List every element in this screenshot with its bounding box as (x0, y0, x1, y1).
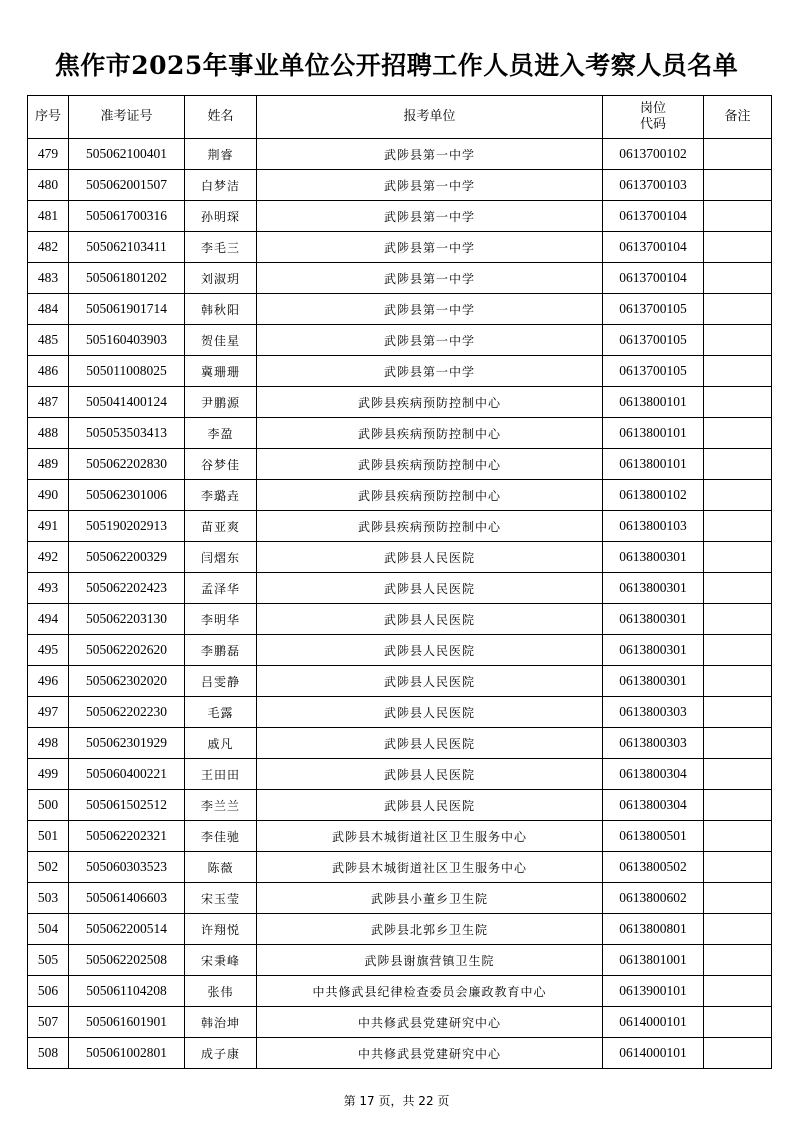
header-post-code-line2: 代码 (639, 117, 666, 132)
cell-post-code: 0613800304 (603, 790, 704, 821)
cell-name: 宋秉峰 (185, 945, 257, 976)
cell-unit: 武陟县小董乡卫生院 (257, 883, 603, 914)
table-row (28, 821, 772, 852)
cell-exam-no: 505062202830 (69, 449, 185, 480)
cell-name: 戚凡 (185, 728, 257, 759)
cell-seq: 492 (28, 542, 69, 573)
cell-remark (704, 697, 772, 728)
cell-post-code: 0613900101 (603, 976, 704, 1007)
cell-exam-no: 505160403903 (69, 325, 185, 356)
cell-name: 冀珊珊 (185, 356, 257, 387)
table-row (28, 666, 772, 697)
cell-remark (704, 790, 772, 821)
cell-name: 孙明琛 (185, 201, 257, 232)
cell-unit: 武陟县人民医院 (257, 790, 603, 821)
cell-post-code: 0613700103 (603, 170, 704, 201)
cell-exam-no: 505061901714 (69, 294, 185, 325)
candidate-table (27, 95, 772, 1069)
cell-post-code: 0613800303 (603, 728, 704, 759)
cell-remark (704, 852, 772, 883)
cell-remark (704, 449, 772, 480)
cell-exam-no: 505062103411 (69, 232, 185, 263)
cell-remark (704, 666, 772, 697)
cell-seq: 483 (28, 263, 69, 294)
cell-name: 闫熠东 (185, 542, 257, 573)
cell-unit: 中共修武县纪律检查委员会廉政教育中心 (257, 976, 603, 1007)
cell-remark (704, 356, 772, 387)
cell-post-code: 0613700102 (603, 139, 704, 170)
cell-unit: 武陟县疾病预防控制中心 (257, 387, 603, 418)
table-row (28, 1038, 772, 1069)
cell-post-code: 0613800101 (603, 449, 704, 480)
cell-unit: 武陟县谢旗营镇卫生院 (257, 945, 603, 976)
table-row (28, 139, 772, 170)
cell-name: 李鹏磊 (185, 635, 257, 666)
cell-seq: 488 (28, 418, 69, 449)
table-row (28, 201, 772, 232)
cell-remark (704, 418, 772, 449)
cell-remark (704, 263, 772, 294)
cell-remark (704, 201, 772, 232)
cell-seq: 482 (28, 232, 69, 263)
cell-post-code: 0613800301 (603, 666, 704, 697)
cell-seq: 503 (28, 883, 69, 914)
cell-remark (704, 542, 772, 573)
cell-remark (704, 232, 772, 263)
cell-post-code: 0613800501 (603, 821, 704, 852)
cell-name: 张伟 (185, 976, 257, 1007)
cell-post-code: 0613800304 (603, 759, 704, 790)
table-row (28, 635, 772, 666)
table-row (28, 294, 772, 325)
cell-unit: 武陟县人民医院 (257, 542, 603, 573)
table-header (28, 96, 772, 139)
cell-post-code: 0613700105 (603, 356, 704, 387)
cell-seq: 491 (28, 511, 69, 542)
cell-seq: 484 (28, 294, 69, 325)
cell-unit: 武陟县人民医院 (257, 635, 603, 666)
cell-name: 荆睿 (185, 139, 257, 170)
cell-name: 李盈 (185, 418, 257, 449)
cell-name: 尹鹏源 (185, 387, 257, 418)
cell-seq: 487 (28, 387, 69, 418)
cell-unit: 中共修武县党建研究中心 (257, 1038, 603, 1069)
cell-remark (704, 325, 772, 356)
cell-name: 成子康 (185, 1038, 257, 1069)
header-seq: 序号 (28, 96, 69, 139)
cell-name: 孟泽华 (185, 573, 257, 604)
cell-remark (704, 728, 772, 759)
table-row (28, 573, 772, 604)
cell-unit: 武陟县第一中学 (257, 356, 603, 387)
cell-exam-no: 505062202321 (69, 821, 185, 852)
cell-remark (704, 511, 772, 542)
cell-unit: 武陟县人民医院 (257, 759, 603, 790)
cell-unit: 武陟县人民医院 (257, 697, 603, 728)
page-footer: 第 17 页，共 22 页 (343, 1094, 450, 1108)
cell-post-code: 0613800303 (603, 697, 704, 728)
cell-unit: 武陟县疾病预防控制中心 (257, 511, 603, 542)
cell-post-code: 0613800502 (603, 852, 704, 883)
cell-post-code: 0613800801 (603, 914, 704, 945)
cell-exam-no: 505062200329 (69, 542, 185, 573)
cell-remark (704, 387, 772, 418)
cell-seq: 493 (28, 573, 69, 604)
cell-seq: 490 (28, 480, 69, 511)
cell-exam-no: 505061700316 (69, 201, 185, 232)
cell-remark (704, 821, 772, 852)
cell-seq: 479 (28, 139, 69, 170)
cell-remark (704, 1038, 772, 1069)
cell-name: 苗亚爽 (185, 511, 257, 542)
cell-exam-no: 505062203130 (69, 604, 185, 635)
cell-name: 吕雯静 (185, 666, 257, 697)
cell-remark (704, 883, 772, 914)
header-remark: 备注 (704, 96, 772, 139)
table-row (28, 542, 772, 573)
cell-exam-no: 505061601901 (69, 1007, 185, 1038)
cell-post-code: 0613801001 (603, 945, 704, 976)
cell-remark (704, 139, 772, 170)
cell-post-code: 0613800301 (603, 635, 704, 666)
cell-name: 李佳驰 (185, 821, 257, 852)
cell-name: 陈薇 (185, 852, 257, 883)
table-row (28, 325, 772, 356)
cell-exam-no: 505062302020 (69, 666, 185, 697)
table-row (28, 945, 772, 976)
cell-remark (704, 573, 772, 604)
cell-exam-no: 505062301006 (69, 480, 185, 511)
cell-unit: 武陟县第一中学 (257, 201, 603, 232)
cell-remark (704, 170, 772, 201)
cell-exam-no: 505060303523 (69, 852, 185, 883)
table-row (28, 387, 772, 418)
cell-post-code: 0613700105 (603, 325, 704, 356)
cell-name: 宋玉莹 (185, 883, 257, 914)
cell-exam-no: 505062301929 (69, 728, 185, 759)
cell-remark (704, 604, 772, 635)
cell-unit: 武陟县人民医院 (257, 666, 603, 697)
cell-post-code: 0613800101 (603, 387, 704, 418)
cell-unit: 武陟县疾病预防控制中心 (257, 418, 603, 449)
cell-unit: 武陟县木城街道社区卫生服务中心 (257, 852, 603, 883)
cell-remark (704, 1007, 772, 1038)
cell-exam-no: 505062202423 (69, 573, 185, 604)
cell-exam-no: 505061104208 (69, 976, 185, 1007)
cell-unit: 武陟县第一中学 (257, 139, 603, 170)
cell-exam-no: 505062202620 (69, 635, 185, 666)
cell-remark (704, 976, 772, 1007)
table-row (28, 852, 772, 883)
cell-post-code: 0613800103 (603, 511, 704, 542)
cell-exam-no: 505060400221 (69, 759, 185, 790)
cell-seq: 496 (28, 666, 69, 697)
header-post-code-line1: 岗位 (639, 101, 666, 116)
cell-seq: 481 (28, 201, 69, 232)
cell-name: 毛露 (185, 697, 257, 728)
cell-exam-no: 505062100401 (69, 139, 185, 170)
cell-seq: 501 (28, 821, 69, 852)
table-body (28, 139, 772, 1069)
cell-unit: 武陟县北郭乡卫生院 (257, 914, 603, 945)
cell-exam-no: 505062200514 (69, 914, 185, 945)
table-row (28, 170, 772, 201)
cell-remark (704, 635, 772, 666)
cell-exam-no: 505061002801 (69, 1038, 185, 1069)
cell-exam-no: 505061801202 (69, 263, 185, 294)
cell-seq: 502 (28, 852, 69, 883)
header-name: 姓名 (185, 96, 257, 139)
table-row (28, 418, 772, 449)
cell-post-code: 0613800101 (603, 418, 704, 449)
cell-post-code: 0613700104 (603, 201, 704, 232)
cell-unit: 武陟县第一中学 (257, 170, 603, 201)
cell-seq: 485 (28, 325, 69, 356)
cell-post-code: 0613800602 (603, 883, 704, 914)
cell-remark (704, 294, 772, 325)
cell-name: 李毛三 (185, 232, 257, 263)
cell-name: 韩秋阳 (185, 294, 257, 325)
table-row (28, 604, 772, 635)
table-row (28, 759, 772, 790)
cell-name: 谷梦佳 (185, 449, 257, 480)
table-row (28, 914, 772, 945)
table-row (28, 728, 772, 759)
page-title: 焦作市2025年事业单位公开招聘工作人员进入考察人员名单 (54, 51, 739, 80)
cell-name: 李明华 (185, 604, 257, 635)
cell-exam-no: 505053503413 (69, 418, 185, 449)
cell-exam-no: 505041400124 (69, 387, 185, 418)
cell-name: 许翔悦 (185, 914, 257, 945)
cell-unit: 武陟县疾病预防控制中心 (257, 449, 603, 480)
table-row (28, 697, 772, 728)
cell-exam-no: 505062202508 (69, 945, 185, 976)
cell-seq: 486 (28, 356, 69, 387)
cell-unit: 武陟县第一中学 (257, 263, 603, 294)
header-exam-no: 准考证号 (69, 96, 185, 139)
header-post-code (603, 96, 704, 139)
cell-seq: 480 (28, 170, 69, 201)
cell-unit: 武陟县人民医院 (257, 604, 603, 635)
cell-seq: 495 (28, 635, 69, 666)
table-row (28, 790, 772, 821)
cell-seq: 497 (28, 697, 69, 728)
cell-exam-no: 505011008025 (69, 356, 185, 387)
cell-seq: 500 (28, 790, 69, 821)
table-row (28, 449, 772, 480)
cell-exam-no: 505061406603 (69, 883, 185, 914)
cell-post-code: 0614000101 (603, 1038, 704, 1069)
cell-seq: 506 (28, 976, 69, 1007)
cell-post-code: 0613700105 (603, 294, 704, 325)
table-row (28, 976, 772, 1007)
cell-seq: 505 (28, 945, 69, 976)
cell-post-code: 0613800301 (603, 604, 704, 635)
cell-exam-no: 505062202230 (69, 697, 185, 728)
cell-seq: 498 (28, 728, 69, 759)
cell-seq: 494 (28, 604, 69, 635)
table-row (28, 356, 772, 387)
header-row (28, 96, 772, 139)
header-unit: 报考单位 (257, 96, 603, 139)
cell-unit: 武陟县第一中学 (257, 325, 603, 356)
table-row (28, 480, 772, 511)
cell-remark (704, 759, 772, 790)
cell-exam-no: 505062001507 (69, 170, 185, 201)
cell-seq: 489 (28, 449, 69, 480)
cell-unit: 武陟县木城街道社区卫生服务中心 (257, 821, 603, 852)
table-row (28, 1007, 772, 1038)
cell-post-code: 0614000101 (603, 1007, 704, 1038)
cell-exam-no: 505061502512 (69, 790, 185, 821)
table-row (28, 511, 772, 542)
cell-unit: 武陟县人民医院 (257, 728, 603, 759)
table-row (28, 263, 772, 294)
cell-post-code: 0613800102 (603, 480, 704, 511)
cell-name: 白梦洁 (185, 170, 257, 201)
cell-name: 刘淑玥 (185, 263, 257, 294)
cell-seq: 508 (28, 1038, 69, 1069)
cell-seq: 504 (28, 914, 69, 945)
cell-remark (704, 945, 772, 976)
cell-unit: 武陟县第一中学 (257, 232, 603, 263)
cell-unit: 武陟县疾病预防控制中心 (257, 480, 603, 511)
table-row (28, 232, 772, 263)
cell-name: 王田田 (185, 759, 257, 790)
cell-unit: 武陟县第一中学 (257, 294, 603, 325)
cell-post-code: 0613700104 (603, 232, 704, 263)
cell-remark (704, 480, 772, 511)
cell-seq: 507 (28, 1007, 69, 1038)
cell-post-code: 0613700104 (603, 263, 704, 294)
cell-name: 李璐垚 (185, 480, 257, 511)
table-row (28, 883, 772, 914)
cell-name: 李兰兰 (185, 790, 257, 821)
cell-post-code: 0613800301 (603, 573, 704, 604)
cell-name: 贺佳星 (185, 325, 257, 356)
cell-post-code: 0613800301 (603, 542, 704, 573)
cell-unit: 武陟县人民医院 (257, 573, 603, 604)
cell-remark (704, 914, 772, 945)
cell-unit: 中共修武县党建研究中心 (257, 1007, 603, 1038)
cell-exam-no: 505190202913 (69, 511, 185, 542)
cell-seq: 499 (28, 759, 69, 790)
cell-name: 韩治坤 (185, 1007, 257, 1038)
